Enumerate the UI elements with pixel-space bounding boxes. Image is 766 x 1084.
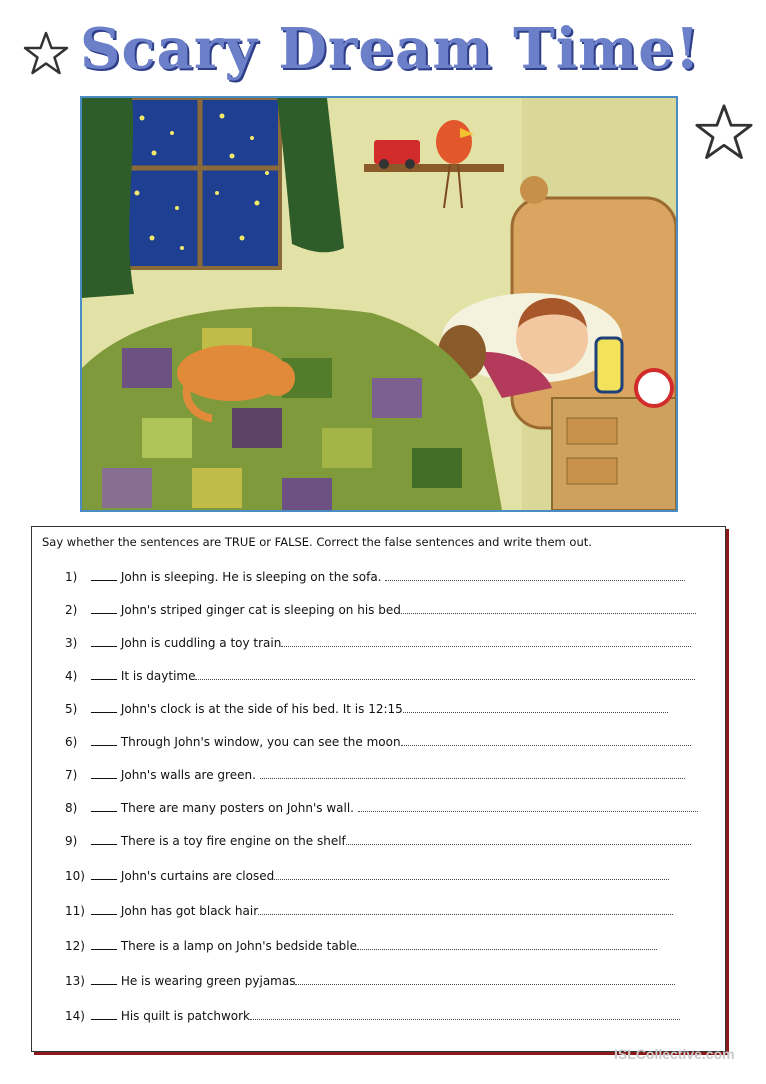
question-text: John's striped ginger cat is sleeping on his bed [120, 603, 401, 617]
question-number: 14) [65, 1009, 85, 1023]
correction-line[interactable] [295, 974, 675, 985]
question-number: 13) [65, 974, 85, 988]
question-row [65, 735, 715, 755]
question-number: 12) [65, 939, 85, 953]
question-row [65, 603, 715, 623]
question-text: John's clock is at the side of his bed. It is 12:15 [120, 702, 403, 716]
question-text: John is sleeping. He is sleeping on the sofa. [120, 570, 382, 584]
question-number: 4) [65, 669, 78, 683]
worksheet-title: Scary Dream Time! [80, 16, 701, 82]
answer-blank[interactable] [91, 735, 117, 746]
question-row [65, 834, 715, 854]
question-text: John's walls are green. [120, 768, 256, 782]
question-number: 1) [65, 570, 78, 584]
question-text: John has got black hair [120, 904, 259, 918]
question-number: 8) [65, 801, 78, 815]
answer-blank[interactable] [91, 669, 117, 680]
correction-line[interactable] [401, 603, 696, 614]
question-text: There is a toy fire engine on the shelf [120, 834, 346, 848]
correction-line[interactable] [401, 735, 691, 746]
answer-blank[interactable] [91, 702, 117, 713]
correction-line[interactable] [260, 768, 685, 779]
correction-line[interactable] [357, 939, 657, 950]
question-row [65, 570, 715, 590]
question-number: 6) [65, 735, 78, 749]
question-number: 3) [65, 636, 78, 650]
question-row [65, 869, 715, 889]
question-row [65, 768, 715, 788]
answer-blank[interactable] [91, 801, 117, 812]
answer-blank[interactable] [91, 768, 117, 779]
bedroom-scene-drawing [82, 98, 676, 510]
question-row [65, 636, 715, 656]
question-text: It is daytime [120, 669, 196, 683]
question-row [65, 939, 715, 959]
correction-line[interactable] [258, 904, 673, 915]
question-number: 10) [65, 869, 85, 883]
correction-line[interactable] [195, 669, 695, 680]
answer-blank[interactable] [91, 570, 117, 581]
question-text: Through John's window, you can see the moon [120, 735, 401, 749]
correction-line[interactable] [274, 869, 669, 880]
star-outline-icon [692, 102, 756, 164]
question-row [65, 669, 715, 689]
correction-line[interactable] [403, 702, 668, 713]
correction-line[interactable] [281, 636, 691, 647]
bedroom-illustration [80, 96, 678, 512]
question-text: John is cuddling a toy train [120, 636, 282, 650]
correction-line[interactable] [358, 801, 698, 812]
question-number: 9) [65, 834, 78, 848]
exercise-instruction: Say whether the sentences are TRUE or FALSE. Correct the false sentences and write them out. [42, 535, 592, 549]
question-row [65, 974, 715, 994]
question-text: John's curtains are closed [120, 869, 275, 883]
answer-blank[interactable] [91, 603, 117, 614]
correction-line[interactable] [250, 1009, 680, 1020]
answer-blank[interactable] [91, 1009, 117, 1020]
answer-blank[interactable] [91, 939, 117, 950]
correction-line[interactable] [346, 834, 691, 845]
question-row [65, 904, 715, 924]
question-row [65, 702, 715, 722]
question-number: 7) [65, 768, 78, 782]
answer-blank[interactable] [91, 904, 117, 915]
question-number: 5) [65, 702, 78, 716]
question-number: 11) [65, 904, 85, 918]
question-text: There is a lamp on John's bedside table [120, 939, 358, 953]
site-watermark: ISLCollective.com [614, 1046, 735, 1062]
answer-blank[interactable] [91, 636, 117, 647]
question-row [65, 1009, 715, 1029]
question-text: There are many posters on John's wall. [120, 801, 354, 815]
question-row [65, 801, 715, 821]
correction-line[interactable] [385, 570, 685, 581]
answer-blank[interactable] [91, 974, 117, 985]
question-text: His quilt is patchwork [120, 1009, 250, 1023]
true-false-exercise [31, 526, 726, 1052]
question-number: 2) [65, 603, 78, 617]
star-outline-icon [22, 30, 70, 78]
answer-blank[interactable] [91, 869, 117, 880]
answer-blank[interactable] [91, 834, 117, 845]
question-text: He is wearing green pyjamas [120, 974, 296, 988]
